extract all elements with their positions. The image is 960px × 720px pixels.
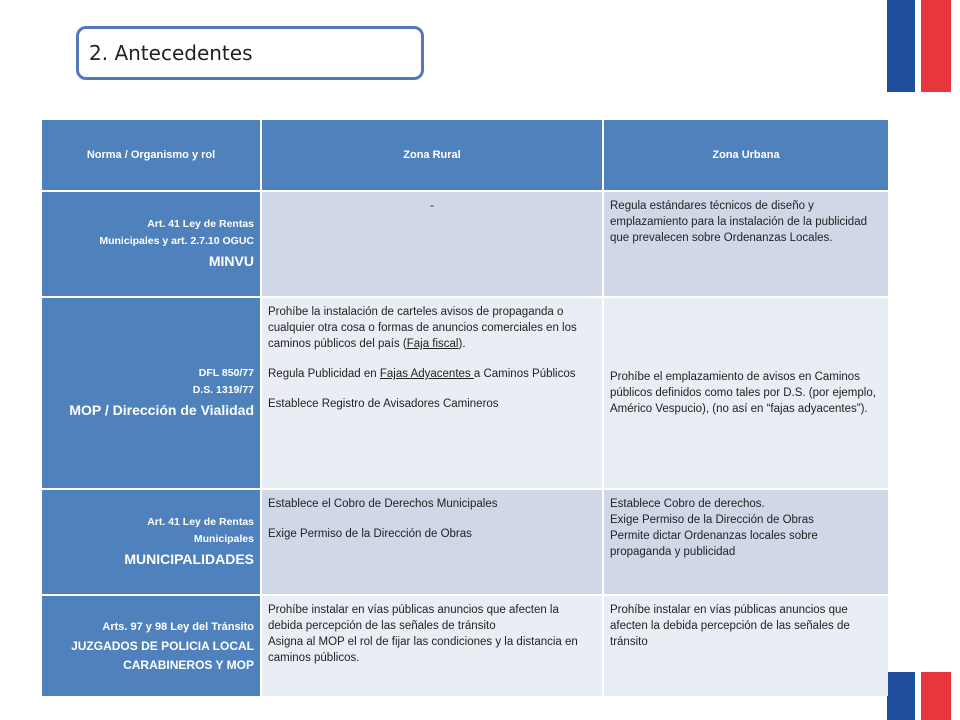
rural-paragraph-1: Establece el Cobro de Derechos Municipales	[268, 498, 498, 510]
org-norma-line: Municipales y art. 2.7.10 OGUC	[99, 235, 254, 247]
org-norma-line: DFL 850/77	[198, 367, 254, 379]
rural-cell: -	[262, 192, 602, 296]
org-cell-municipalidades	[42, 490, 260, 594]
rural-line: Prohíbe instalar en vías públicas anuncios que afecten la debida percepción de las señales de tránsito	[268, 604, 559, 632]
org-norma-line: Art. 41 Ley de Rentas	[147, 516, 254, 528]
table-row-mop	[42, 298, 888, 488]
org-name: MINVU	[208, 253, 254, 269]
rural-cell	[262, 596, 602, 696]
urbana-line: Permite dictar Ordenanzas locales sobre propaganda y publicidad	[610, 530, 818, 558]
header-zona-urbana: Zona Urbana	[604, 120, 888, 190]
org-name: MOP / Dirección de Vialidad	[69, 402, 254, 418]
rural-cell	[262, 490, 602, 594]
urbana-cell: Prohíbe el emplazamiento de avisos en Caminos públicos definidos como tales por D.S. (por ejemplo, Américo Vespucio), (no así en “fajas adyacentes”).	[604, 298, 888, 488]
org-norma-line: Arts. 97 y 98 Ley del Tránsito	[102, 620, 254, 633]
urbana-cell: Regula estándares técnicos de diseño y emplazamiento para la instalación de la publicidad que prevalecen sobre Ordenanzas Locales.	[604, 192, 888, 296]
org-cell-transito	[42, 596, 260, 696]
rural-cell	[262, 298, 602, 488]
faja-fiscal-link[interactable]: Faja fiscal	[406, 338, 459, 350]
rural-paragraph-3: Establece Registro de Avisadores Camineros	[268, 398, 499, 410]
chile-flag-decoration-top	[887, 0, 951, 92]
table-header-row	[42, 120, 888, 190]
table-row-municipalidades	[42, 490, 888, 594]
table-row-transito	[42, 596, 888, 696]
rural-paragraph-2: Exige Permiso de la Dirección de Obras	[268, 528, 472, 540]
urbana-cell	[604, 490, 888, 594]
urbana-line: Exige Permiso de la Dirección de Obras	[610, 514, 814, 526]
rural-paragraph-2: Regula Publicidad en Fajas Adyacentes a Caminos Públicos	[268, 368, 576, 380]
rural-paragraph-1: Prohíbe la instalación de carteles avisos de propaganda o cualquier otra cosa o formas de anuncios comerciales en los caminos públicos del país (Faja fiscal).	[268, 306, 577, 350]
org-name: CARABINEROS Y MOP	[123, 657, 254, 672]
rural-line: Asigna al MOP el rol de fijar las condiciones y la distancia en caminos públicos.	[268, 636, 578, 664]
urbana-cell: Prohíbe instalar en vías públicas anuncios que afecten la debida percepción de las señales de tránsito	[604, 596, 888, 696]
org-cell-minvu	[42, 192, 260, 296]
org-norma-line: Municipales	[193, 533, 254, 545]
table-row-minvu	[42, 192, 888, 296]
urbana-line: Establece Cobro de derechos.	[610, 498, 765, 510]
slide-title-box	[76, 26, 424, 80]
org-cell-mop	[42, 298, 260, 488]
regulations-table	[40, 118, 890, 698]
header-zona-rural: Zona Rural	[262, 120, 602, 190]
org-norma-line: Art. 41 Ley de Rentas	[147, 218, 254, 230]
org-name: MUNICIPALIDADES	[124, 551, 254, 567]
slide-title: 2. Antecedentes	[89, 41, 253, 65]
org-norma-line: D.S. 1319/77	[192, 384, 254, 396]
fajas-adyacentes-link[interactable]: Fajas Adyacentes	[379, 368, 474, 380]
chile-flag-decoration-bottom	[887, 672, 951, 720]
header-norma: Norma / Organismo y rol	[42, 120, 260, 190]
org-name: JUZGADOS DE POLICIA LOCAL	[71, 638, 254, 653]
